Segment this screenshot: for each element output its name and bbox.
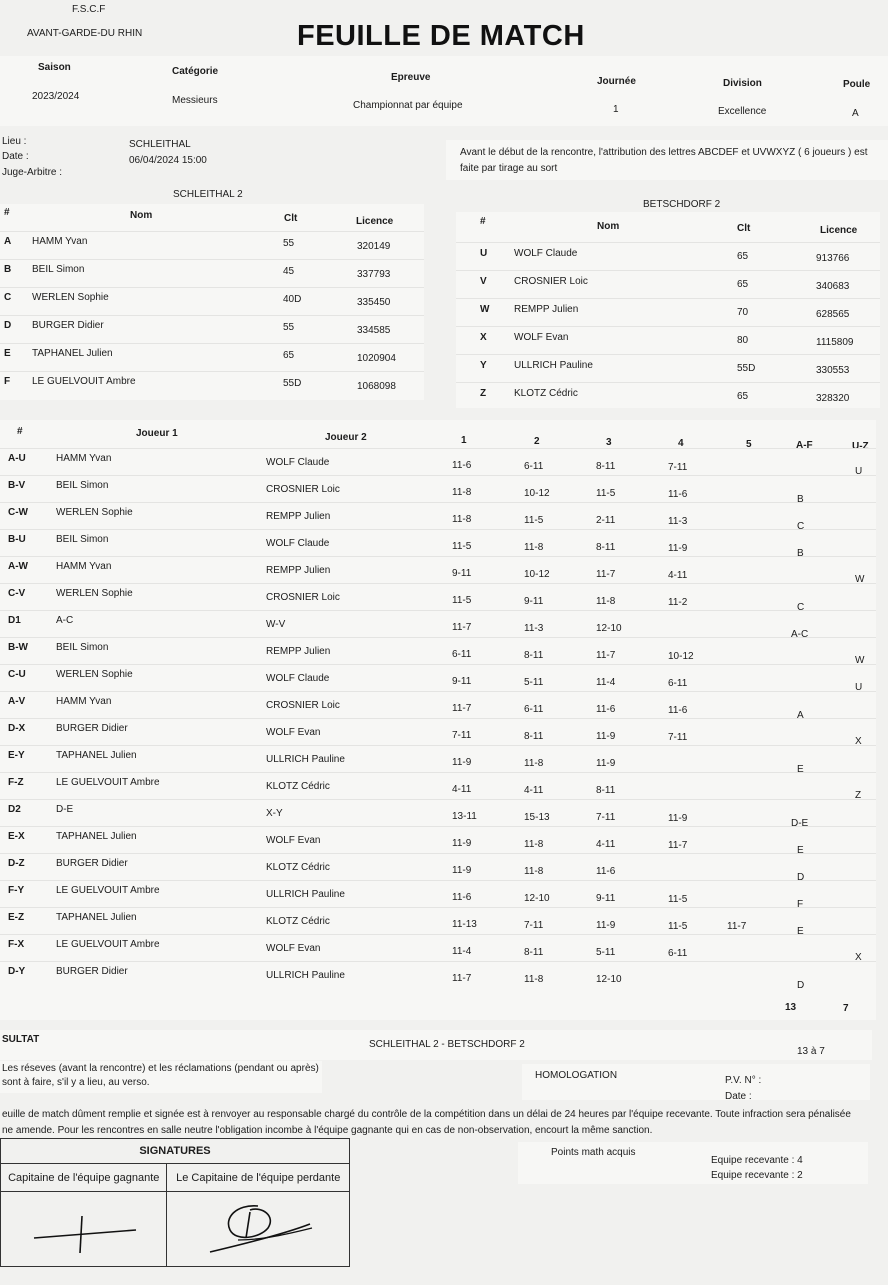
player-letter: C — [4, 292, 12, 303]
set-score-4: 11-7 — [668, 839, 688, 851]
match-code: E-Z — [8, 912, 25, 923]
player-name: WOLF Evan — [514, 332, 569, 343]
player-letter: E — [4, 348, 11, 359]
player-licence: 1068098 — [357, 381, 396, 392]
player-licence: 337793 — [357, 269, 391, 280]
player-clt: 65 — [737, 391, 749, 402]
total-af: 13 — [785, 1002, 797, 1013]
player-clt: 70 — [737, 307, 749, 318]
match-player-1: HAMM Yvan — [56, 453, 112, 464]
match-code: C-U — [8, 669, 26, 680]
set-score-1: 4-11 — [452, 784, 472, 795]
player-letter: B — [4, 264, 12, 275]
match-player-2: CROSNIER Loic — [266, 484, 340, 495]
player-licence: 1020904 — [357, 353, 396, 364]
set-score-2: 6-11 — [524, 460, 544, 472]
player-name: BEIL Simon — [32, 264, 85, 275]
match-code: F-X — [8, 939, 25, 950]
match-player-1: D-E — [56, 804, 74, 815]
player-name: BURGER Didier — [32, 320, 104, 331]
team-b-name: BETSCHDORF 2 — [643, 199, 721, 210]
player-letter: Y — [480, 360, 487, 371]
set-score-3: 11-9 — [596, 758, 616, 769]
match-player-2: WOLF Evan — [266, 943, 321, 954]
match-player-2: CROSNIER Loic — [266, 700, 340, 711]
match-code: C-V — [8, 588, 26, 599]
team-b-header-nom: Nom — [597, 221, 620, 232]
set-score-2: 6-11 — [524, 703, 544, 715]
total-uz: 7 — [843, 1003, 849, 1014]
match-player-1: WERLEN Sophie — [56, 588, 133, 599]
team-a-header-num: # — [4, 207, 10, 218]
team-a-header-licence: Licence — [356, 216, 394, 227]
set-score-4: 11-5 — [668, 920, 688, 932]
set-score-2: 8-11 — [524, 649, 544, 661]
signatures-table — [0, 1138, 350, 1267]
matches-header-set1: 1 — [461, 435, 467, 446]
set-score-3: 11-7 — [596, 569, 616, 580]
winner-af: C — [797, 602, 805, 613]
matches-header-joueur1: Joueur 1 — [136, 428, 178, 439]
match-code: A-W — [8, 561, 28, 572]
set-score-3: 5-11 — [596, 947, 616, 958]
player-name: ULLRICH Pauline — [514, 360, 593, 371]
winner-uz: U — [855, 682, 863, 693]
federation-label: F.S.C.F — [72, 4, 106, 15]
team-a-name: SCHLEITHAL 2 — [173, 189, 243, 200]
set-score-3: 2-11 — [596, 515, 616, 526]
match-player-1: BURGER Didier — [56, 723, 128, 734]
winner-uz: W — [855, 655, 865, 666]
match-player-2: W-V — [266, 619, 286, 630]
set-score-4: 10-12 — [668, 650, 694, 662]
set-score-1: 11-5 — [452, 541, 472, 552]
winner-af: D — [797, 872, 805, 883]
set-score-1: 11-4 — [452, 946, 472, 957]
winner-af: E — [797, 764, 804, 775]
note-line-1: Avant le début de la rencontre, l'attribution des lettres ABCDEF et UVWXYZ ( 6 joueurs ) est — [460, 147, 868, 158]
match-code: D-X — [8, 723, 26, 734]
match-player-1: BURGER Didier — [56, 966, 128, 977]
winner-af: E — [797, 926, 804, 937]
set-score-1: 9-11 — [452, 676, 472, 687]
points-label: Points math acquis — [551, 1147, 636, 1158]
match-code: B-V — [8, 480, 26, 491]
winner-af: D-E — [791, 818, 809, 829]
signature-loser-label: Le Capitaine de l'équipe perdante — [167, 1164, 350, 1192]
signature-winner-mark — [24, 1198, 144, 1258]
set-score-2: 11-8 — [524, 973, 544, 985]
set-score-1: 11-6 — [452, 460, 472, 471]
player-licence: 330553 — [816, 365, 850, 376]
player-licence: 334585 — [357, 325, 391, 336]
player-clt: 45 — [283, 266, 295, 277]
match-code: D1 — [8, 615, 21, 626]
points-line-2: Equipe recevante : 2 — [711, 1170, 803, 1181]
player-clt: 65 — [737, 279, 749, 290]
set-score-1: 11-13 — [452, 919, 477, 930]
homologation-pv: P.V. N° : — [725, 1075, 762, 1086]
match-code: D-Z — [8, 858, 25, 869]
set-score-2: 8-11 — [524, 730, 544, 742]
set-score-5: 11-7 — [727, 921, 747, 932]
match-player-2: WOLF Evan — [266, 727, 321, 738]
team-a-header-clt: Clt — [284, 213, 298, 224]
player-licence: 913766 — [816, 253, 850, 264]
match-code: B-W — [8, 642, 28, 653]
notice-line-1: euille de match dûment remplie et signée est à renvoyer au responsable chargé du contrôle de la compétition dans un délai de 24 heures par l'équipe recevante. Toute infraction sera pénalisée — [2, 1109, 851, 1120]
matches-header-set4: 4 — [678, 438, 684, 449]
set-score-2: 11-8 — [524, 541, 544, 553]
player-letter: X — [480, 332, 487, 343]
player-licence: 328320 — [816, 393, 850, 404]
player-clt: 40D — [283, 294, 302, 305]
set-score-4: 11-2 — [668, 596, 688, 608]
set-score-3: 11-5 — [596, 488, 616, 499]
set-score-1: 7-11 — [452, 730, 472, 741]
match-code: A-U — [8, 453, 26, 464]
set-score-3: 11-7 — [596, 650, 616, 661]
set-score-3: 12-10 — [596, 623, 622, 634]
match-player-1: LE GUELVOUIT Ambre — [56, 939, 160, 950]
match-code: D2 — [8, 804, 21, 815]
match-code: F-Z — [8, 777, 24, 788]
date-label: Date : — [2, 151, 29, 162]
match-player-2: KLOTZ Cédric — [266, 862, 330, 873]
player-licence: 628565 — [816, 309, 850, 320]
matches-header-set5: 5 — [746, 439, 752, 450]
player-letter: W — [480, 304, 490, 315]
set-score-3: 8-11 — [596, 785, 616, 796]
signature-winner-box[interactable] — [1, 1192, 167, 1267]
set-score-2: 11-8 — [524, 757, 544, 769]
matches-header-joueur2: Joueur 2 — [325, 432, 367, 443]
match-player-1: TAPHANEL Julien — [56, 831, 137, 842]
set-score-3: 11-4 — [596, 677, 616, 688]
club-name: AVANT-GARDE-DU RHIN — [27, 28, 143, 39]
set-score-2: 4-11 — [524, 784, 544, 796]
set-score-4: 11-9 — [668, 542, 688, 554]
match-player-1: BEIL Simon — [56, 480, 109, 491]
set-score-3: 4-11 — [596, 839, 616, 850]
set-score-3: 11-9 — [596, 731, 616, 742]
winner-uz: W — [855, 574, 865, 585]
winner-af: D — [797, 980, 805, 991]
player-name: KLOTZ Cédric — [514, 388, 578, 399]
set-score-2: 11-8 — [524, 865, 544, 877]
info-saison: 2023/2024 — [32, 91, 80, 102]
player-licence: 340683 — [816, 281, 850, 292]
set-score-2: 9-11 — [524, 595, 544, 607]
set-score-4: 11-5 — [668, 893, 688, 905]
set-score-3: 12-10 — [596, 974, 622, 985]
player-name: WERLEN Sophie — [32, 292, 109, 303]
match-player-1: HAMM Yvan — [56, 696, 112, 707]
set-score-4: 7-11 — [668, 461, 688, 473]
set-score-2: 11-8 — [524, 838, 544, 850]
matches-header-num: # — [17, 426, 23, 437]
player-name: REMPP Julien — [514, 304, 579, 315]
set-score-4: 4-11 — [668, 569, 688, 581]
set-score-4: 7-11 — [668, 731, 688, 743]
set-score-4: 6-11 — [668, 947, 688, 959]
match-player-1: BURGER Didier — [56, 858, 128, 869]
winner-af: A-C — [791, 629, 809, 640]
set-score-2: 10-12 — [524, 487, 550, 499]
match-player-2: WOLF Claude — [266, 457, 330, 468]
set-score-2: 11-3 — [524, 622, 544, 634]
set-score-3: 11-6 — [596, 704, 616, 715]
set-score-3: 11-9 — [596, 920, 616, 931]
set-score-2: 12-10 — [524, 892, 550, 904]
match-player-1: TAPHANEL Julien — [56, 750, 137, 761]
reserves-line-1: Les réseves (avant la rencontre) et les réclamations (pendant ou après) — [2, 1063, 319, 1074]
set-score-1: 11-9 — [452, 865, 472, 876]
winner-uz: X — [855, 952, 862, 963]
player-letter: D — [4, 320, 12, 331]
signature-loser-mark — [188, 1194, 328, 1262]
match-player-1: A-C — [56, 615, 74, 626]
team-b-header-licence: Licence — [820, 225, 858, 236]
match-player-2: ULLRICH Pauline — [266, 754, 345, 765]
set-score-1: 11-9 — [452, 838, 472, 849]
info-categorie: Messieurs — [172, 95, 218, 106]
match-player-2: X-Y — [266, 808, 283, 819]
winner-uz: X — [855, 736, 862, 747]
set-score-1: 6-11 — [452, 649, 472, 660]
set-score-2: 5-11 — [524, 676, 544, 688]
player-clt: 55D — [737, 363, 756, 374]
match-player-2: REMPP Julien — [266, 565, 331, 576]
matches-header-set2: 2 — [534, 436, 540, 447]
match-code: D-Y — [8, 966, 26, 977]
set-score-4: 11-6 — [668, 704, 688, 716]
set-score-3: 9-11 — [596, 893, 616, 904]
info-poule: A — [852, 108, 859, 119]
signature-loser-box[interactable] — [167, 1192, 350, 1267]
homologation-label: HOMOLOGATION — [535, 1070, 618, 1081]
winner-af: F — [797, 899, 804, 910]
set-score-4: 11-9 — [668, 812, 688, 824]
match-player-2: WOLF Claude — [266, 538, 330, 549]
lieu-value: SCHLEITHAL — [129, 139, 191, 150]
match-code: C-W — [8, 507, 28, 518]
date-value: 06/04/2024 15:00 — [129, 155, 207, 166]
set-score-4: 6-11 — [668, 677, 688, 689]
info-header-saison: Saison — [38, 62, 71, 73]
match-player-2: KLOTZ Cédric — [266, 916, 330, 927]
player-name: HAMM Yvan — [32, 236, 88, 247]
homologation-date: Date : — [725, 1091, 752, 1102]
set-score-1: 11-8 — [452, 514, 472, 525]
player-letter: V — [480, 276, 487, 287]
info-header-division: Division — [723, 78, 762, 89]
match-code: B-U — [8, 534, 26, 545]
match-player-1: TAPHANEL Julien — [56, 912, 137, 923]
match-code: F-Y — [8, 885, 25, 896]
player-name: LE GUELVOUIT Ambre — [32, 376, 136, 387]
match-player-2: WOLF Claude — [266, 673, 330, 684]
team-b-header-clt: Clt — [737, 223, 751, 234]
reserves-line-2: sont à faire, s'il y a lieu, au verso. — [2, 1077, 150, 1088]
notice-line-2: ne amende. Pour les rencontres en salle neutre l'obligation incombe à l'équipe gagnante qui en cas de non-observation, encourt la même sanction. — [2, 1125, 653, 1136]
set-score-1: 11-6 — [452, 892, 472, 903]
signatures-title: SIGNATURES — [1, 1139, 350, 1164]
info-header-poule: Poule — [843, 79, 871, 90]
match-player-1: LE GUELVOUIT Ambre — [56, 885, 160, 896]
page-title: FEUILLE DE MATCH — [297, 20, 585, 52]
match-player-2: REMPP Julien — [266, 511, 331, 522]
set-score-1: 11-9 — [452, 757, 472, 768]
match-player-2: CROSNIER Loic — [266, 592, 340, 603]
player-letter: U — [480, 248, 488, 259]
set-score-2: 10-12 — [524, 568, 550, 580]
info-header-categorie: Catégorie — [172, 66, 219, 77]
set-score-2: 8-11 — [524, 946, 544, 958]
match-player-1: LE GUELVOUIT Ambre — [56, 777, 160, 788]
set-score-1: 11-7 — [452, 622, 472, 633]
set-score-3: 7-11 — [596, 812, 616, 823]
team-a-header-nom: Nom — [130, 210, 153, 221]
set-score-1: 11-7 — [452, 973, 472, 984]
match-player-2: KLOTZ Cédric — [266, 781, 330, 792]
note-line-2: faite par tirage au sort — [460, 163, 558, 174]
match-player-1: BEIL Simon — [56, 642, 109, 653]
matches-header-set3: 3 — [606, 437, 612, 448]
player-name: CROSNIER Loic — [514, 276, 588, 287]
player-clt: 55 — [283, 238, 295, 249]
set-score-3: 8-11 — [596, 461, 616, 472]
set-score-1: 11-7 — [452, 703, 472, 714]
set-score-2: 7-11 — [524, 919, 544, 931]
player-clt: 55 — [283, 322, 295, 333]
juge-arbitre-label: Juge-Arbitre : — [2, 167, 63, 178]
team-b-header-num: # — [480, 216, 486, 227]
winner-af: A — [797, 710, 804, 721]
set-score-4: 11-6 — [668, 488, 688, 500]
set-score-3: 11-6 — [596, 866, 616, 877]
set-score-1: 9-11 — [452, 568, 472, 579]
match-player-1: WERLEN Sophie — [56, 669, 133, 680]
player-name: TAPHANEL Julien — [32, 348, 113, 359]
result-label: SULTAT — [2, 1034, 40, 1045]
set-score-1: 11-5 — [452, 595, 472, 606]
match-code: A-V — [8, 696, 26, 707]
player-name: WOLF Claude — [514, 248, 578, 259]
set-score-4: 11-3 — [668, 515, 688, 527]
set-score-3: 8-11 — [596, 542, 616, 553]
info-header-epreuve: Epreuve — [391, 72, 431, 83]
info-journee: 1 — [613, 104, 619, 115]
winner-af: B — [797, 548, 804, 559]
info-epreuve: Championnat par équipe — [353, 100, 463, 111]
matches-header-uz: U-Z — [852, 441, 869, 452]
player-licence: 320149 — [357, 241, 391, 252]
winner-uz: Z — [855, 790, 862, 801]
winner-af: B — [797, 494, 804, 505]
player-clt: 80 — [737, 335, 749, 346]
player-licence: 335450 — [357, 297, 391, 308]
player-clt: 55D — [283, 378, 302, 389]
set-score-1: 13-11 — [452, 811, 477, 822]
player-letter: Z — [480, 388, 487, 399]
winner-af: C — [797, 521, 805, 532]
matches-header-af: A-F — [796, 440, 813, 451]
player-clt: 65 — [737, 251, 749, 262]
lieu-label: Lieu : — [2, 136, 27, 147]
info-header-journee: Journée — [597, 76, 636, 87]
player-clt: 65 — [283, 350, 295, 361]
info-division: Excellence — [718, 106, 767, 117]
points-line-1: Equipe recevante : 4 — [711, 1155, 803, 1166]
match-player-2: ULLRICH Pauline — [266, 889, 345, 900]
match-player-1: HAMM Yvan — [56, 561, 112, 572]
player-licence: 1115809 — [816, 337, 854, 348]
winner-uz: U — [855, 466, 863, 477]
set-score-2: 11-5 — [524, 514, 544, 526]
match-player-2: REMPP Julien — [266, 646, 331, 657]
signature-winner-label: Capitaine de l'équipe gagnante — [1, 1164, 167, 1192]
match-player-1: WERLEN Sophie — [56, 507, 133, 518]
match-code: E-X — [8, 831, 25, 842]
winner-af: E — [797, 845, 804, 856]
player-letter: F — [4, 376, 11, 387]
player-letter: A — [4, 236, 12, 247]
match-code: E-Y — [8, 750, 25, 761]
match-player-2: ULLRICH Pauline — [266, 970, 345, 981]
result-score: 13 à 7 — [797, 1046, 825, 1057]
match-player-1: BEIL Simon — [56, 534, 109, 545]
set-score-3: 11-8 — [596, 596, 616, 607]
set-score-1: 11-8 — [452, 487, 472, 498]
result-teams: SCHLEITHAL 2 - BETSCHDORF 2 — [369, 1039, 525, 1050]
match-player-2: WOLF Evan — [266, 835, 321, 846]
set-score-2: 15-13 — [524, 811, 550, 823]
